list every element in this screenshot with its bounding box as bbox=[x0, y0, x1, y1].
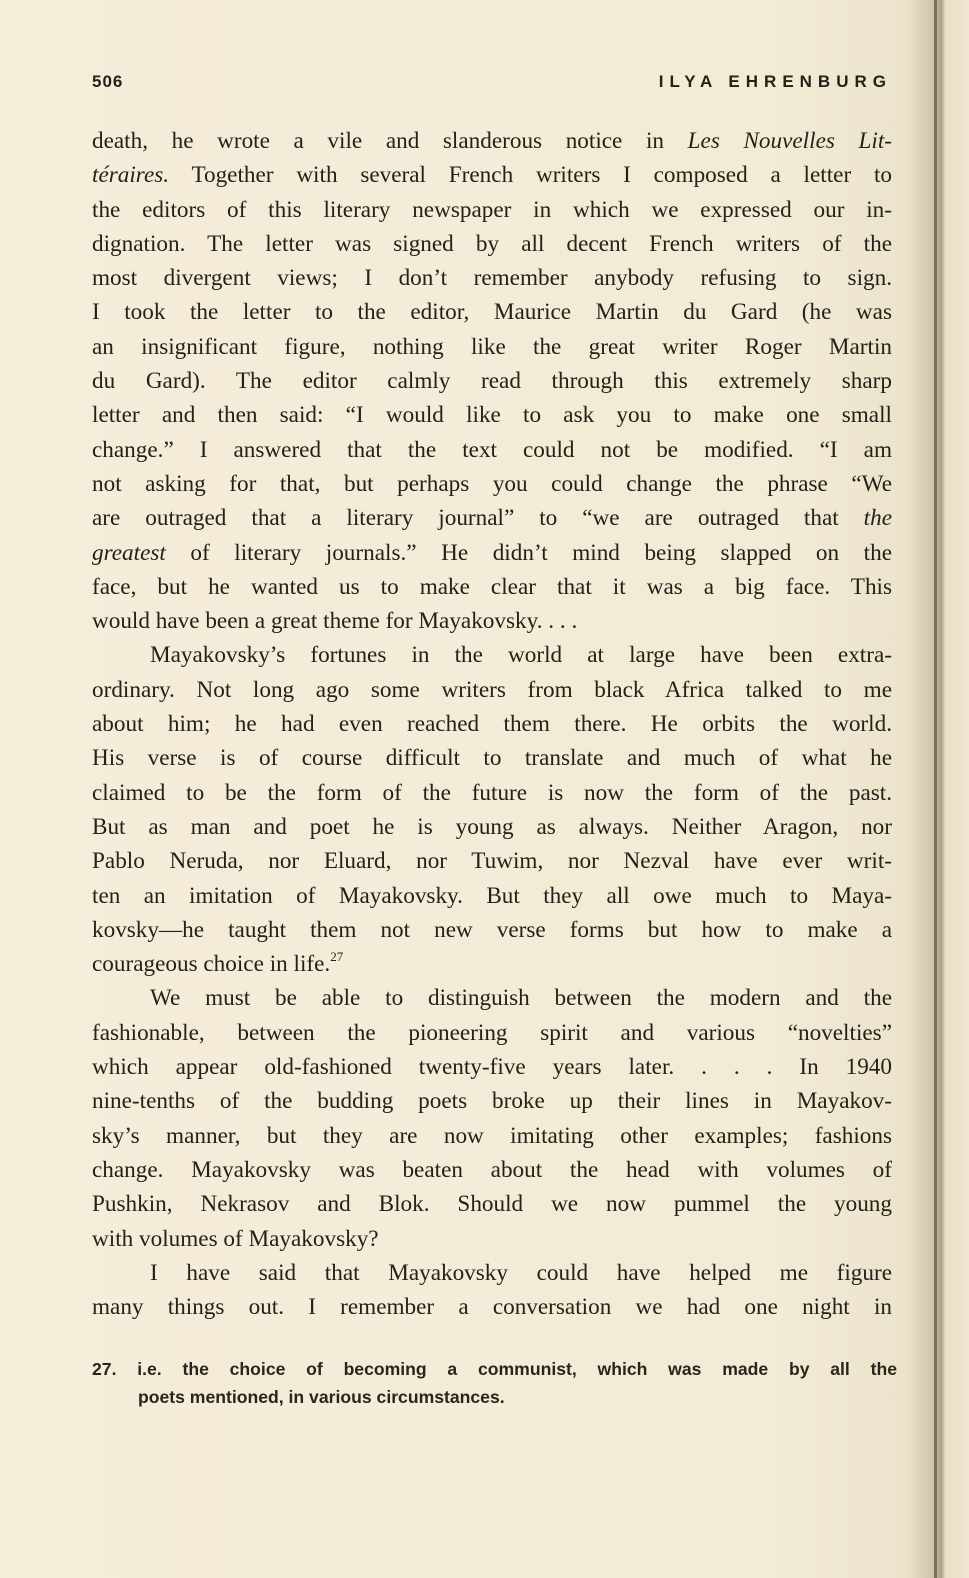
text-line: du Gard). The editor calmly read through this extremely sharp bbox=[92, 368, 892, 395]
book-gutter-shadow bbox=[907, 0, 969, 1578]
text-line: téraires. Together with several French writers I composed a letter to bbox=[92, 162, 892, 189]
text-line: dignation. The letter was signed by all decent French writers of the bbox=[92, 230, 892, 257]
page-edge bbox=[934, 0, 937, 1578]
text-line: His verse is of course difficult to translate and much of what he bbox=[92, 745, 892, 772]
text-line: But as man and poet he is young as always. Neither Aragon, nor bbox=[92, 813, 892, 840]
text-line: the editors of this literary newspaper in which we expressed our in- bbox=[92, 196, 892, 223]
footnote-reference: 27 bbox=[330, 949, 344, 965]
text-line: with volumes of Mayakovsky? bbox=[92, 1225, 379, 1252]
text-line: Pablo Neruda, nor Eluard, nor Tuwim, nor Nezval have ever writ- bbox=[92, 848, 892, 875]
text-line: Mayakovsky’s fortunes in the world at large have been extra- bbox=[150, 642, 892, 669]
page-number: 506 bbox=[92, 72, 124, 91]
text-line: kovsky—he taught them not new verse forms but how to make a bbox=[92, 916, 892, 943]
text-line: Pushkin, Nekrasov and Blok. Should we now pummel the young bbox=[92, 1191, 892, 1218]
text-line: change. Mayakovsky was beaten about the head with volumes of bbox=[92, 1156, 892, 1183]
text-line: greatest of literary journals.” He didn’t mind being slapped on the bbox=[92, 539, 892, 566]
body-text bbox=[92, 124, 892, 1324]
text-line: about him; he had even reached them there. He orbits the world. bbox=[92, 711, 892, 738]
text-line: ordinary. Not long ago some writers from black Africa talked to me bbox=[92, 676, 892, 703]
footnote-line: 27. i.e. the choice of becoming a communist, which was made by all the bbox=[92, 1359, 897, 1379]
text-line: death, he wrote a vile and slanderous notice in Les Nouvelles Lit- bbox=[92, 128, 893, 154]
text-line: sky’s manner, but they are now imitating other examples; fashions bbox=[92, 1122, 892, 1149]
text-line: not asking for that, but perhaps you could change the phrase “We bbox=[92, 470, 892, 497]
text-line: change.” I answered that the text could not be modified. “I am bbox=[92, 436, 892, 463]
text-line: letter and then said: “I would like to ask you to make one small bbox=[92, 402, 892, 429]
text-line: We must be able to distinguish between the modern and the bbox=[150, 985, 892, 1012]
footnote bbox=[92, 1355, 897, 1411]
text-line: most divergent views; I don’t remember anybody refusing to sign. bbox=[92, 265, 892, 292]
text-line: are outraged that a literary journal” to “we are outraged that the bbox=[92, 505, 892, 532]
text-line: fashionable, between the pioneering spirit and various “novelties” bbox=[92, 1019, 892, 1046]
text-line: courageous choice in life.$^{27}$ bbox=[92, 949, 344, 978]
page-header bbox=[92, 72, 892, 102]
running-head: ILYA EHRENBURG bbox=[658, 72, 892, 91]
text-line: many things out. I remember a conversation we had one night in bbox=[92, 1294, 892, 1321]
text-line: nine-tenths of the budding poets broke up their lines in Mayakov- bbox=[92, 1088, 892, 1115]
text-line: ten an imitation of Mayakovsky. But they all owe much to Maya- bbox=[92, 882, 892, 909]
text-line: an insignificant figure, nothing like the great writer Roger Martin bbox=[92, 333, 892, 360]
text-line: which appear old-fashioned twenty-five years later. . . . In 1940 bbox=[92, 1054, 892, 1081]
text-line: I have said that Mayakovsky could have helped me figure bbox=[150, 1259, 892, 1286]
text-line: claimed to be the form of the future is now the form of the past. bbox=[92, 779, 892, 806]
footnote-line: poets mentioned, in various circumstances. bbox=[138, 1387, 505, 1407]
text-line: face, but he wanted us to make clear that it was a big face. This bbox=[92, 573, 892, 600]
text-line: would have been a great theme for Mayakovsky. . . . bbox=[92, 608, 578, 635]
text-line: I took the letter to the editor, Maurice Martin du Gard (he was bbox=[92, 299, 892, 326]
